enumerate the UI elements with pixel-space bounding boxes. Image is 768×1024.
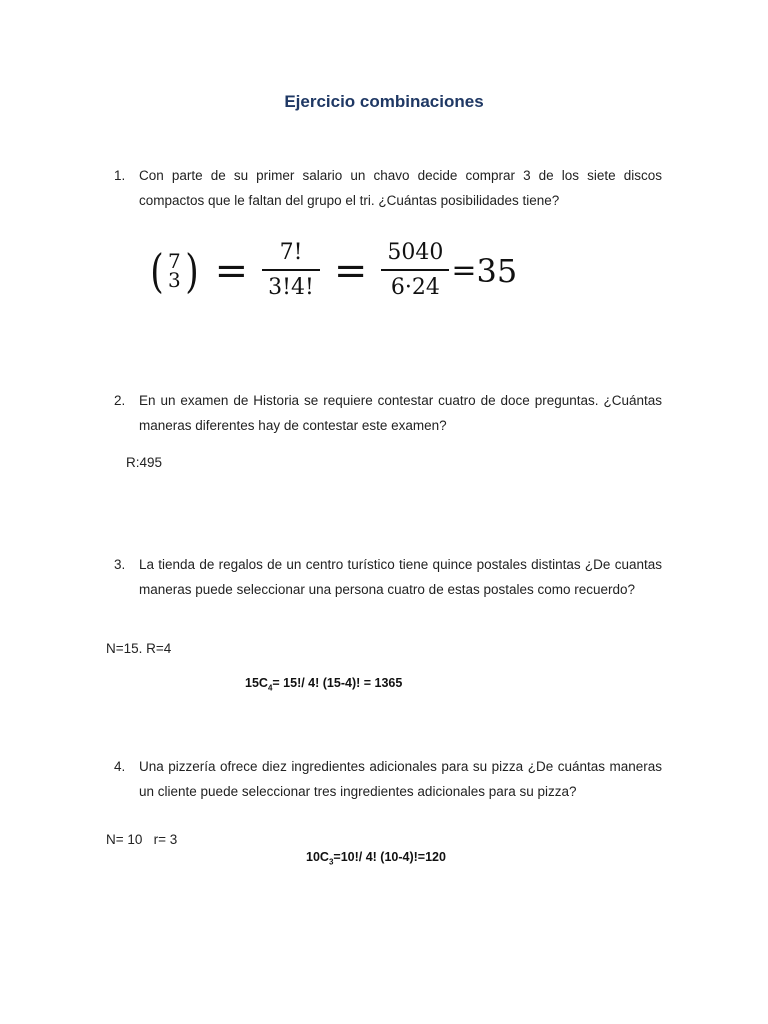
page-title: Ejercicio combinaciones [284, 92, 484, 111]
question-4 [114, 755, 662, 804]
question-2-answer: R:495 [126, 455, 163, 470]
fraction-1-denominator: 3!4! [268, 275, 314, 300]
question-2-text: En un examen de Historia se requiere contestar cuatro de doce preguntas. ¿Cuántas maneras diferentes hay de contestar este examen? [139, 393, 662, 433]
question-4-calc-sub: 3 [328, 857, 334, 867]
question-3-calculation [245, 676, 402, 693]
left-paren: ( [150, 243, 164, 298]
right-paren: ) [184, 243, 199, 298]
equals-sign-1: = [214, 247, 249, 294]
binomial-coefficient [148, 243, 201, 298]
question-4-text: Una pizzería ofrece diez ingredientes adicionales para su pizza ¿De cuántas maneras un cliente puede seleccionar tres ingredientes adicionales para su pizza? [139, 759, 662, 799]
fraction-2 [381, 240, 449, 301]
question-1-formula [148, 240, 517, 301]
binomial-n: 7 [167, 248, 181, 273]
question-3-calc-sub: 4 [267, 683, 273, 693]
question-3-number: 3. [114, 557, 126, 572]
question-1 [114, 164, 662, 213]
question-4-calc-rest: =10!/ 4! (10-4)!=120 [333, 850, 446, 864]
question-4-calculation [306, 850, 446, 867]
equals-sign-2: = [333, 247, 368, 294]
fraction-1 [262, 240, 320, 301]
fraction-1-bar [262, 269, 320, 271]
question-4-calc-prefix: 10C [306, 850, 329, 864]
question-3-given: N=15. R=4 [106, 641, 172, 656]
question-3-calc-prefix: 15C [245, 676, 268, 690]
question-4-given: N= 10 r= 3 [106, 832, 178, 847]
question-1-number: 1. [114, 168, 126, 183]
binomial-k: 3 [167, 267, 181, 292]
question-3 [114, 553, 662, 602]
question-4-number: 4. [114, 759, 126, 774]
question-2 [114, 389, 662, 438]
question-1-text: Con parte de su primer salario un chavo decide comprar 3 de los siete discos compactos que le faltan del grupo el tri. ¿Cuántas posibilidades tiene? [139, 168, 662, 208]
fraction-2-denominator: 6·24 [390, 275, 440, 300]
fraction-2-numerator: 5040 [387, 240, 444, 265]
fraction-2-bar [381, 269, 449, 271]
question-3-text: La tienda de regalos de un centro turístico tiene quince postales distintas ¿De cuantas maneras puede seleccionar una persona cuatro de estas postales como recuerdo? [139, 557, 662, 597]
question-3-calc-rest: = 15!/ 4! (15-4)! = 1365 [272, 676, 403, 690]
equals-sign-3: = [451, 253, 477, 288]
question-2-number: 2. [114, 393, 126, 408]
formula-result: 35 [476, 251, 518, 290]
fraction-1-numerator: 7! [279, 240, 303, 265]
